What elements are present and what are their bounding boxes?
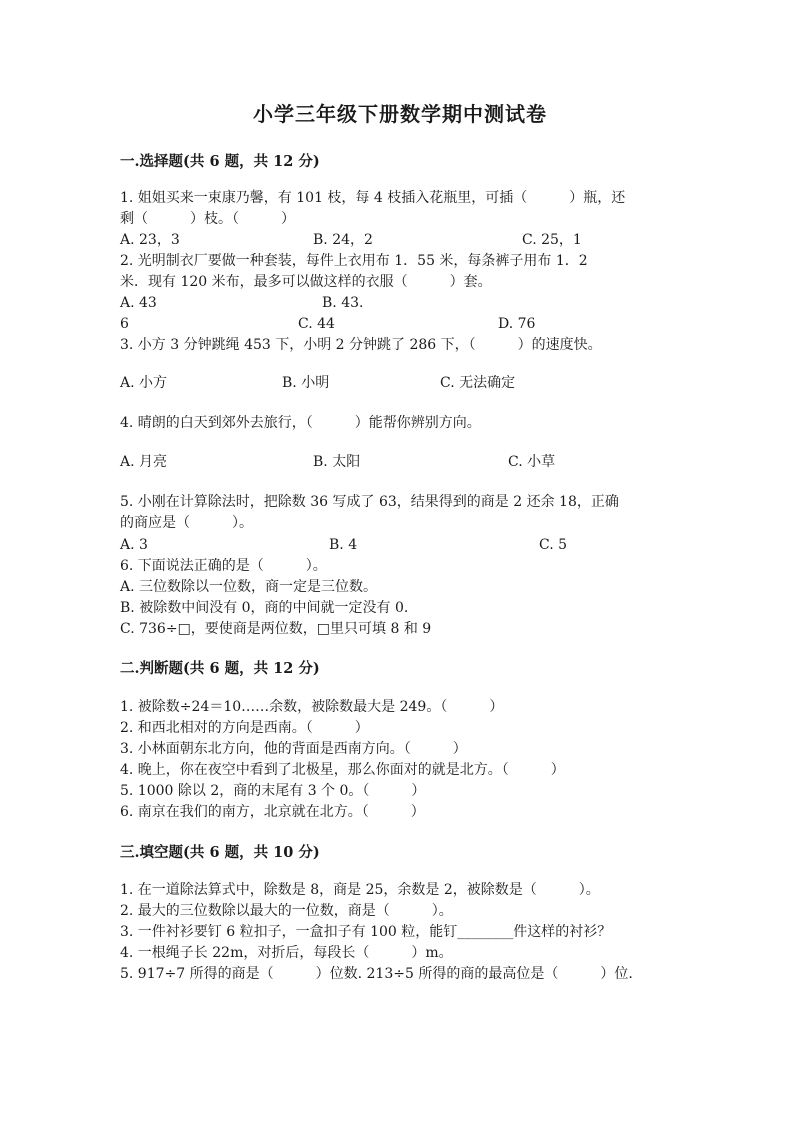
fill-blank-item: 3. 一件衬衫要钉 6 粒扣子，一盒扣子有 100 粒，能钉________件这样的衬衫？ — [120, 924, 612, 940]
option-row — [120, 314, 680, 334]
fill-blank-item: 2. 最大的三位数除以最大的一位数，商是（ ）。 — [120, 903, 453, 919]
question-line: 剩（ ）枝。（ ） — [120, 211, 295, 227]
question-line: 3. 小方 3 分钟跳绳 453 下，小明 2 分钟跳了 286 下，（ ）的速度快。 — [120, 337, 602, 353]
option: A. 月亮 — [120, 454, 168, 470]
option: A. 小方 — [120, 375, 168, 391]
option: C. 无法确定 — [440, 375, 516, 391]
option: D. 76 — [498, 316, 536, 332]
option-row — [120, 535, 680, 555]
question-line: 2. 光明制衣厂要做一种套装，每件上衣用布 1．55 米，每条裤子用布 1．2 — [120, 253, 588, 269]
option: B. 4 — [329, 537, 358, 553]
section-heading-fill-blank: 三.填空题(共 6 题，共 10 分) — [120, 844, 320, 861]
option-row — [120, 452, 680, 472]
option-row — [120, 293, 680, 313]
option: C. 25，1 — [522, 232, 582, 248]
judgment-item: 6. 南京在我们的南方，北京就在北方。（ ） — [120, 804, 425, 820]
option: C. 小草 — [508, 454, 556, 470]
judgment-item: 3. 小林面朝东北方向，他的背面是西南方向。（ ） — [120, 741, 467, 757]
section-heading-judgment: 二.判断题(共 6 题，共 12 分) — [120, 660, 320, 677]
option: B. 太阳 — [313, 454, 361, 470]
option: A. 23，3 — [120, 232, 180, 248]
question-line: 1. 姐姐买来一束康乃馨，有 101 枝，每 4 枝插入花瓶里，可插（ ）瓶，还 — [120, 190, 626, 206]
option: C. 44 — [298, 316, 335, 332]
option: A. 3 — [120, 537, 148, 553]
section-heading-choice: 一.选择题(共 6 题，共 12 分) — [120, 153, 320, 170]
judgment-item: 1. 被除数÷24＝10……余数，被除数最大是 249。（ ） — [120, 699, 504, 715]
fill-blank-item: 1. 在一道除法算式中，除数是 8，商是 25，余数是 2，被除数是（ ）。 — [120, 882, 600, 898]
page-title: 小学三年级下册数学期中测试卷 — [253, 102, 547, 126]
question-line: 6. 下面说法正确的是（ ）。 — [120, 558, 327, 574]
option: 6 — [120, 316, 129, 332]
judgment-item: 5. 1000 除以 2，商的末尾有 3 个 0。（ ） — [120, 783, 426, 799]
judgment-item: 2. 和西北相对的方向是西南。（ ） — [120, 720, 369, 736]
question-line: 5. 小刚在计算除法时，把除数 36 写成了 63，结果得到的商是 2 还余 18，正确 — [120, 494, 619, 510]
question-line: 的商应是（ ）。 — [120, 515, 253, 531]
option: C. 5 — [539, 537, 568, 553]
option: B. 24，2 — [313, 232, 373, 248]
question-line: 米．现有 120 米布，最多可以做这样的衣服（ ）套。 — [120, 274, 492, 290]
judgment-item: 4. 晚上，你在夜空中看到了北极星，那么你面对的就是北方。（ ） — [120, 762, 565, 778]
option-row — [120, 230, 680, 250]
option: B. 43. — [322, 295, 364, 311]
option: A. 43 — [120, 295, 157, 311]
question-line: 4. 晴朗的白天到郊外去旅行，（ ）能帮你辨别方向。 — [120, 415, 481, 431]
fill-blank-item: 4. 一根绳子长 22m，对折后，每段长（ ）m。 — [120, 945, 453, 961]
option-row — [120, 373, 680, 393]
option: A. 三位数除以一位数，商一定是三位数。 — [120, 579, 378, 595]
option: C. 736÷□，要使商是两位数，□里只可填 8 和 9 — [120, 621, 432, 637]
fill-blank-item: 5. 917÷7 所得的商是（ ）位数. 213÷5 所得的商的最高位是（ ）位. — [120, 966, 633, 982]
option: B. 小明 — [282, 375, 330, 391]
option: B. 被除数中间没有 0，商的中间就一定没有 0. — [120, 600, 409, 616]
